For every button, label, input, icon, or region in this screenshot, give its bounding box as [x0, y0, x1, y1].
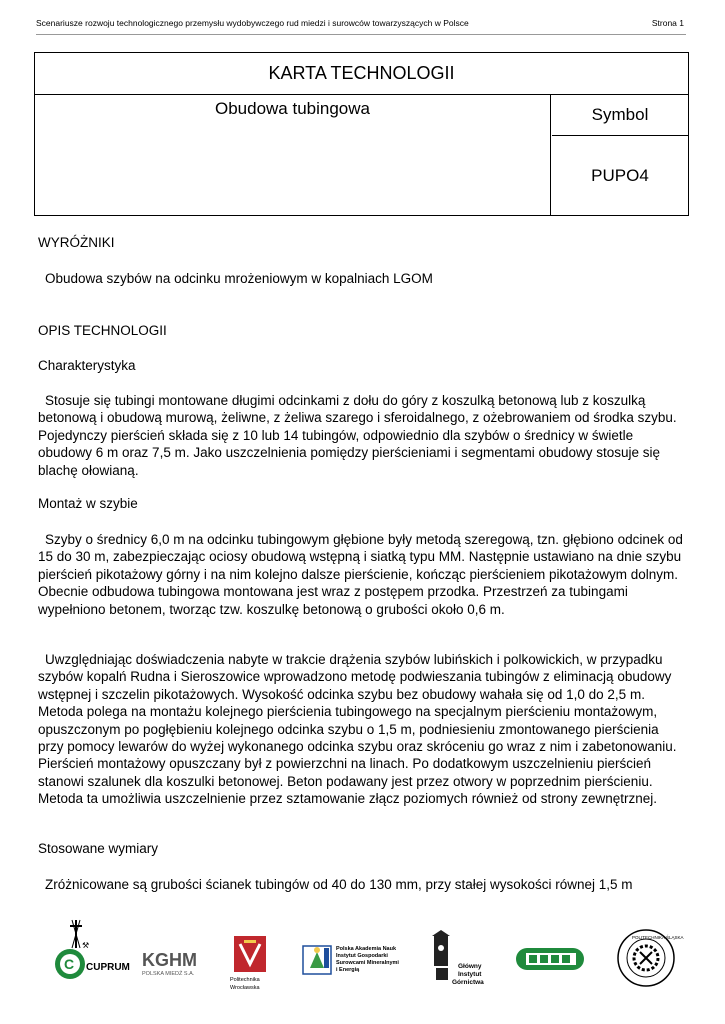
pwr-logo — [228, 934, 272, 992]
subheading-wymiary: Stosowane wymiary — [38, 841, 159, 856]
symbol-value: PUPO4 — [591, 166, 649, 185]
cuprum-logo-text: CUPRUM — [86, 962, 130, 973]
subheading-charakterystyka: Charakterystyka — [38, 358, 136, 373]
paragraph-montaz-2: Uwzględniając doświadczenia nabyte w trakcie drążenia szybów lubińskich i polkowickich, w przypadku szybów kopalń Rudna i Sieroszowice wprowadzono metodę podwieszania tubingów z eliminacją obudowy wstępnej i szczelin pikotażowych. Wysokość odcinka szybu bez obudowy wahała się od 1,0 do 2,5 m. Metoda polega na montażu kolejnego pierścienia tubingowego na specjalnym pierścieniu montażowym, opuszczonym po pogłębieniu kolejnego odcinka szybu o 1,5 m, podniesieniu zmontowanego pierścienia przy pomocy lewarów do wyżej wykonanego odcinka szybu oraz skróceniu go wraz z nim i zabetonowaniu. Pierścień montażowy opuszczany był z powierzchni na linach. Po dodatkowym uszczelnieniu pierścień stanowi szalunek dla koszulki betonowej. Beton podawany jest przez otwory w poprzednim pierścieniu. Metoda ta umożliwia uszczelnienie przez sztamowanie złącz poziomych również od strony zewnętrznej. — [38, 652, 677, 807]
gig-logo — [430, 930, 498, 992]
pwr-logo-line1: Politechnika — [230, 977, 260, 983]
pwr-logo-line2: Wrocławska — [230, 985, 260, 991]
gig-logo-line3: Górnictwa — [452, 979, 484, 986]
card-heading: KARTA TECHNOLOGII — [35, 53, 688, 95]
pan-logo-line3: Surowcami Mineralnymi — [336, 960, 399, 966]
pan-logo-line1: Polska Akademia Nauk — [336, 946, 397, 952]
svg-text:⚒: ⚒ — [82, 941, 90, 950]
pan-logo — [302, 942, 412, 978]
document-header-title: Scenariusze rozwoju technologicznego przemysłu wydobywczego rud miedzi i surowców towarzyszących w Polsce — [36, 18, 469, 28]
section-heading-opis: OPIS TECHNOLOGII — [38, 323, 167, 338]
pan-logo-line2: Instytut Gospodarki — [336, 953, 388, 959]
paragraph-wymiary: Zróżnicowane są grubości ścianek tubingów od 40 do 130 mm, przy stałej wysokości równej 1,5 m — [45, 877, 633, 892]
technology-name: Obudowa tubingowa — [35, 94, 551, 215]
cuprum-logo — [50, 918, 132, 986]
paragraph-charakterystyka: Stosuje się tubingi montowane długimi odcinkami z dołu do góry z koszulką betonową lub z koszulką betonową i obudową murową, żeliwne, z żeliwa szarego i sferoidalnego, z ożebrowaniem od środka szybu. Pojedynczy pierścień składa się z 10 lub 14 tubingów, odpowiednio dla szybów o średnicy w świetle obudowy 6 m oraz 7,5 m. Jako uszczelnienia pomiędzy pierścieniami i segmentami obudowy stosuje się blachę ołowianą. — [38, 393, 677, 478]
page-header — [36, 14, 686, 35]
green-badge-logo — [514, 944, 586, 974]
paragraph-wyrozniki: Obudowa szybów na odcinku mrożeniowym w kopalniach LGOM — [45, 271, 433, 286]
pol-slaska-logo — [616, 928, 684, 988]
partner-logos — [40, 918, 690, 998]
subheading-montaz: Montaż w szybie — [38, 496, 138, 511]
gig-logo-line1: Główny — [458, 963, 482, 970]
pan-logo-line4: i Energią — [336, 967, 360, 973]
section-heading-wyrozniki: WYRÓŻNIKI — [38, 235, 115, 250]
pol-slaska-ring-text: POLITECHNIKA ŚLĄSKA — [632, 935, 684, 940]
svg-text:C: C — [64, 956, 75, 972]
gig-logo-line2: Instytut — [458, 971, 482, 978]
paragraph-montaz-1: Szyby o średnicy 6,0 m na odcinku tubingowym głębione były metodą szeregową, tzn. głębiono odcinek od 15 do 30 m, zabezpieczając ociosy obudową wstępną i siatką typu MM. Następnie ustawiano na dnie szybu pierścień pikotażowy górny i na nim kolejno dalsze pierścienie, kończąc pierścieniem pikotażowym dolnym. Obecnie odbudowa tubingowa montowana jest wraz z postępem przodka. Przestrzeń za tubingami wypełniono betonem, tworząc tzw. koszulkę betonową o grubości około 0,6 m. — [38, 532, 683, 617]
kghm-logo-subtext: POLSKA MIEDŹ S.A. — [142, 971, 195, 977]
technology-card — [34, 52, 689, 216]
kghm-logo-text: KGHM — [142, 950, 197, 970]
symbol-label: Symbol — [552, 94, 688, 136]
page-number: Strona 1 — [651, 18, 684, 28]
kghm-logo — [140, 948, 212, 978]
